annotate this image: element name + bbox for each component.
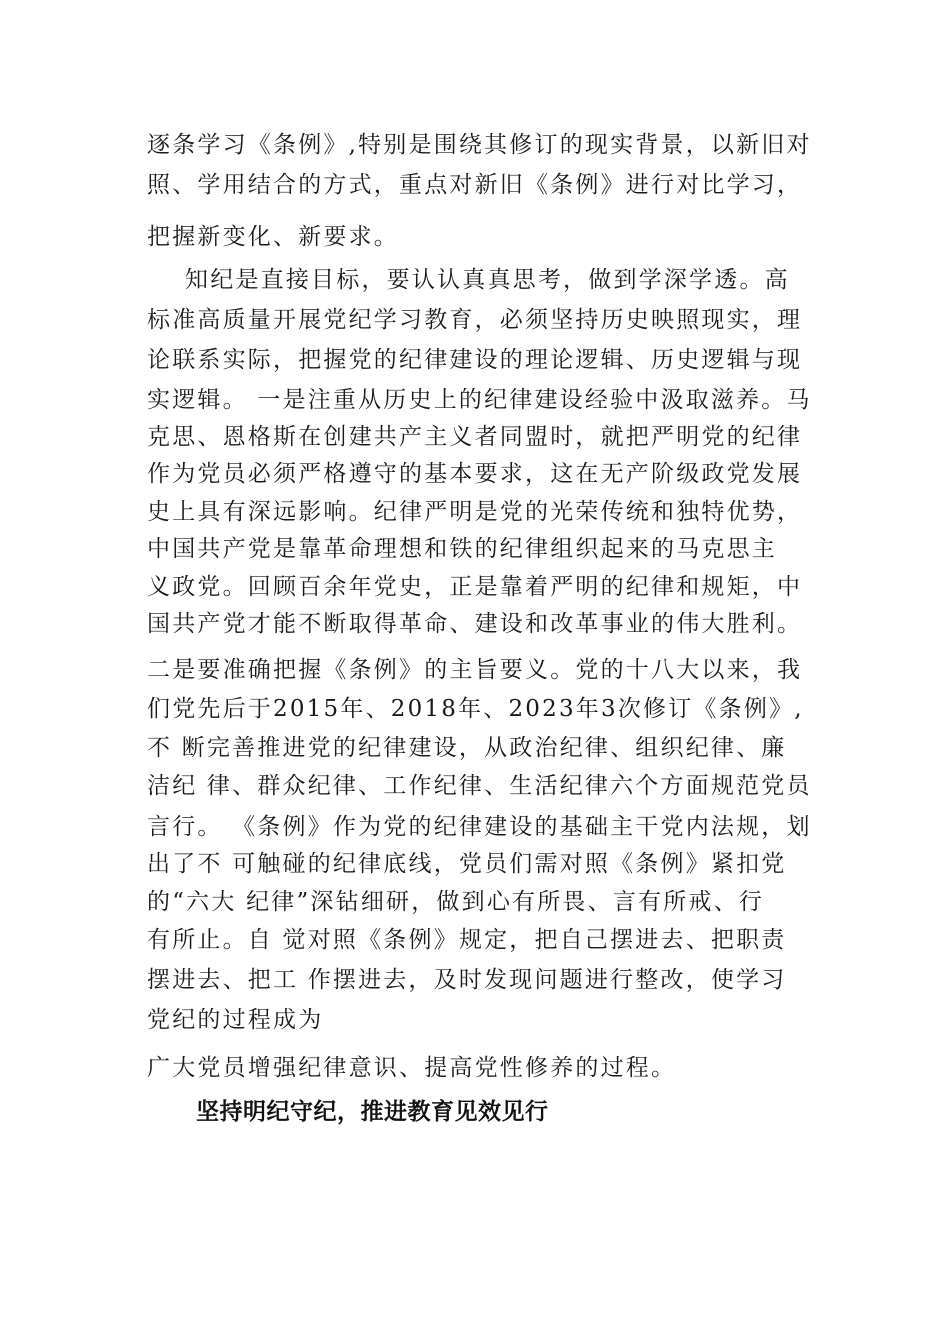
paragraph-line: 二是要准确把握《条例》的主旨要义。党的十八大以来，我 — [147, 657, 803, 683]
paragraph-line: 的“六大 纪律”深钻细研，做到心有所畏、言有所戒、行 — [147, 889, 765, 915]
paragraph-line: 知纪是直接目标，要认认真真思考，做到学深学透。高 — [147, 267, 790, 293]
paragraph-line: 有所止。自 觉对照《条例》规定，把自己摆进去、把职责 — [147, 927, 787, 953]
paragraph-line: 实逻辑。 一是注重从历史上的纪律建设经验中汲取滋养。马 — [147, 387, 812, 413]
paragraph-line: 们党先后于2015年、2018年、2023年3次修订《条例》, — [147, 696, 804, 722]
paragraph-line: 摆进去、把工 作摆进去，及时发现问题进行整改，使学习 — [147, 967, 787, 993]
paragraph-line: 洁纪 律、群众纪律、工作纪律、生活纪律六个方面规范党员 — [147, 773, 812, 799]
paragraph-line: 党纪的过程成为 — [147, 1007, 324, 1033]
section-heading: 坚持明纪守纪，推进教育见效见行 — [196, 1099, 549, 1125]
paragraph-line: 作为党员必须严格遵守的基本要求，这在无产阶级政党发展 — [147, 461, 803, 487]
paragraph-line: 把握新变化、新要求。 — [147, 224, 399, 250]
paragraph-line: 克思、恩格斯在创建共产主义者同盟时，就把严明党的纪律 — [147, 424, 803, 450]
paragraph-line: 照、学用结合的方式，重点对新旧《条例》进行对比学习， — [147, 172, 803, 198]
paragraph-line: 不 断完善推进党的纪律建设，从政治纪律、组织纪律、廉 — [147, 735, 787, 761]
paragraph-line: 论联系实际，把握党的纪律建设的理论逻辑、历史逻辑与现 — [147, 347, 803, 373]
paragraph-line: 广大党员增强纪律意识、提高党性修养的过程。 — [147, 1055, 677, 1081]
paragraph-line: 言行。 《条例》作为党的纪律建设的基础主干党内法规，划 — [147, 814, 812, 840]
paragraph-line: 逐条学习《条例》,特别是围绕其修订的现实背景，以新旧对 — [147, 132, 812, 158]
paragraph-line: 国共产党才能不断取得革命、建设和改革事业的伟大胜利。 — [147, 611, 803, 637]
paragraph-line: 史上具有深远影响。纪律严明是党的光荣传统和独特优势， — [147, 499, 803, 525]
paragraph-line: 中国共产党是靠革命理想和铁的纪律组织起来的马克思主 — [147, 536, 777, 562]
paragraph-line: 出了不 可触碰的纪律底线，党员们需对照《条例》紧扣党 — [147, 851, 787, 877]
paragraph-line: 标准高质量开展党纪学习教育，必须坚持历史映照现实，理 — [147, 307, 803, 333]
paragraph-line: 义政党。回顾百余年党史，正是靠着严明的纪律和规矩，中 — [147, 574, 803, 600]
